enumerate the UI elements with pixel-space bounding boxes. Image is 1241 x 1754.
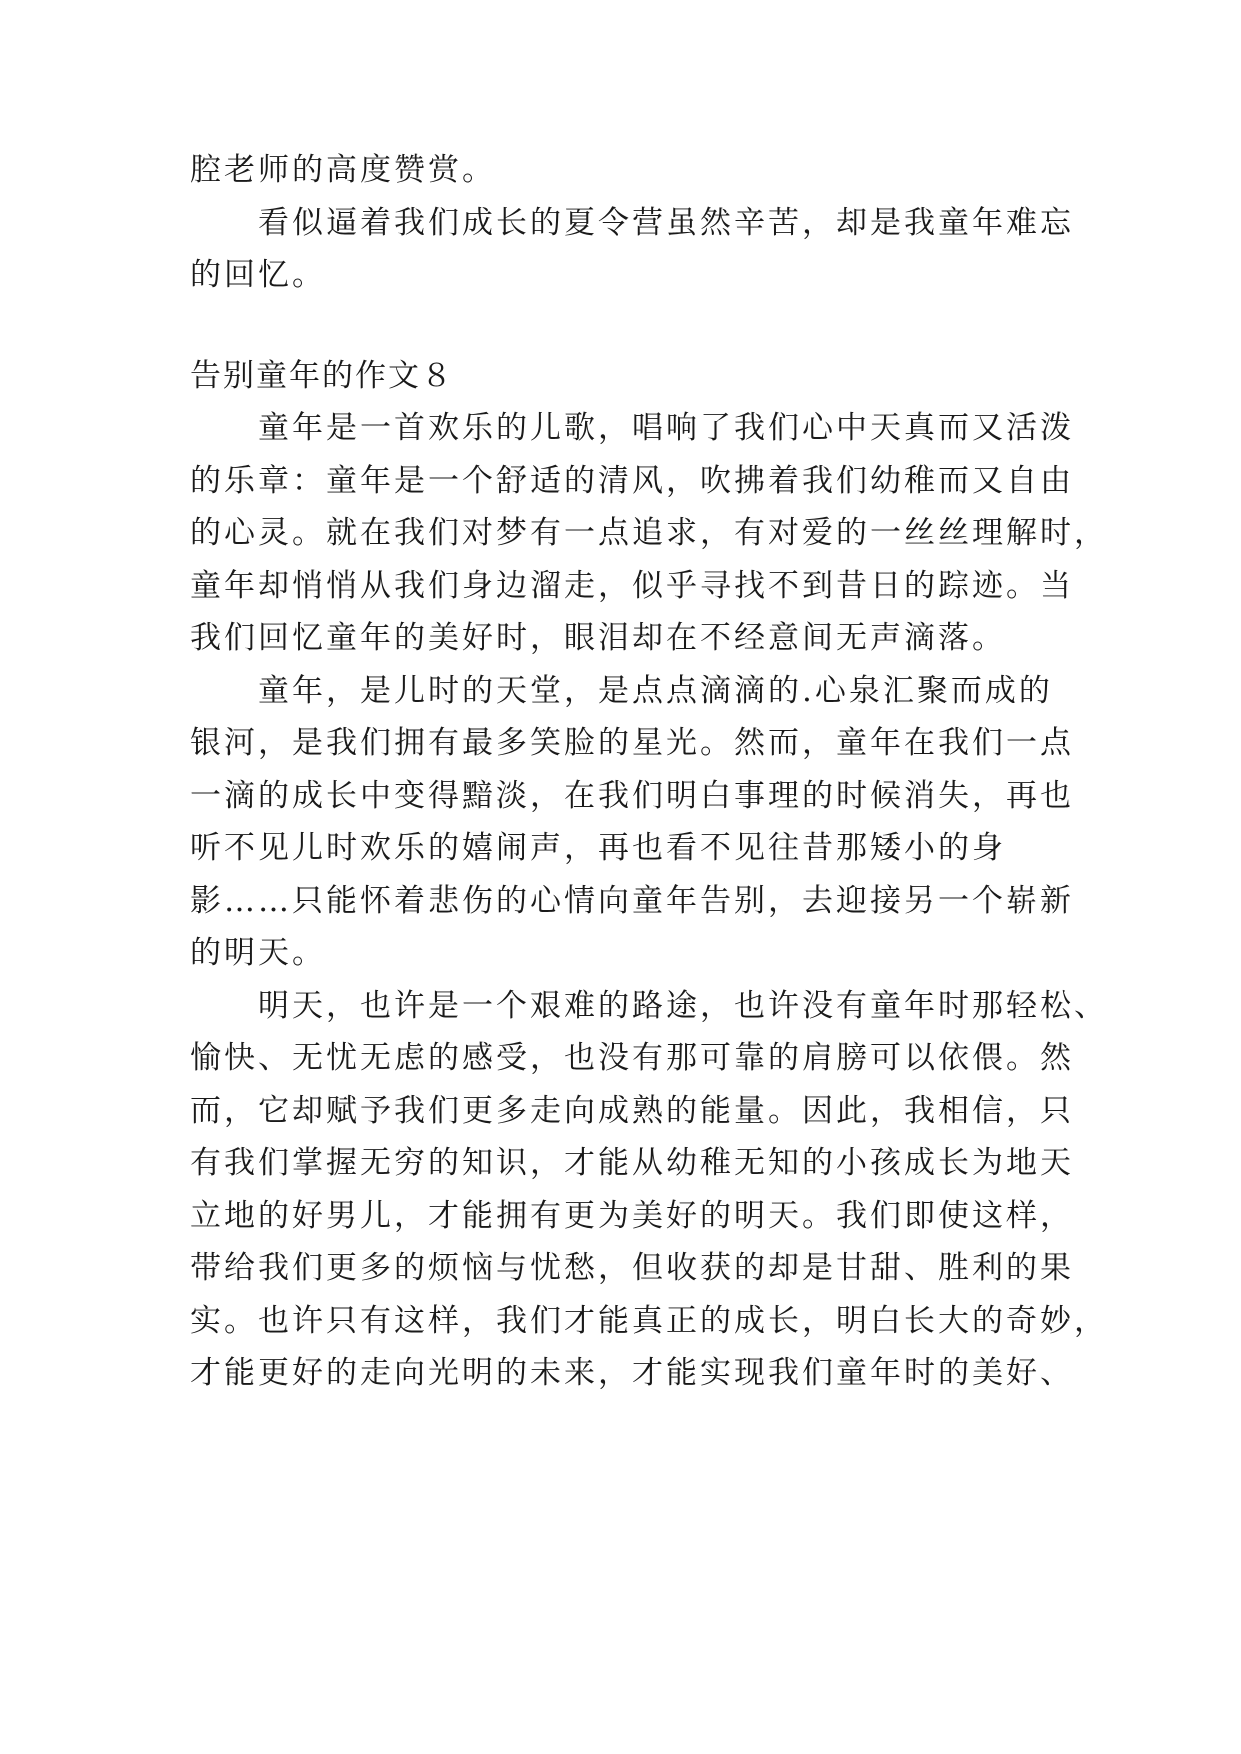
paragraph-line: 童年是一首欢乐的儿歌，唱响了我们心中天真而又活泼 [258, 410, 1074, 446]
paragraph-line: 我们回忆童年的美好时，眼泪却在不经意间无声滴落。 [190, 620, 1006, 656]
paragraph-line: 影……只能怀着悲伤的心情向童年告别，去迎接另一个崭新 [190, 883, 1074, 919]
section-heading: 告别童年的作文８ [190, 358, 454, 394]
paragraph-line: 明天，也许是一个艰难的路途，也许没有童年时那轻松、 [258, 988, 1108, 1024]
paragraph-line: 立地的好男儿，才能拥有更为美好的明天。我们即使这样， [190, 1198, 1074, 1234]
paragraph-line: 带给我们更多的烦恼与忧愁，但收获的却是甘甜、胜利的果 [190, 1250, 1074, 1286]
paragraph-line: 银河，是我们拥有最多笑脸的星光。然而，童年在我们一点 [190, 725, 1074, 761]
paragraph-line: 一滴的成长中变得黯淡，在我们明白事理的时候消失，再也 [190, 778, 1074, 814]
paragraph-line: 愉快、无忧无虑的感受，也没有那可靠的肩膀可以依偎。然 [190, 1040, 1074, 1076]
paragraph-line: 的心灵。就在我们对梦有一点追求，有对爱的一丝丝理解时， [190, 515, 1108, 551]
paragraph-line: 而，它却赋予我们更多走向成熟的能量。因此，我相信，只 [190, 1093, 1074, 1129]
paragraph-line: 实。也许只有这样，我们才能真正的成长，明白长大的奇妙， [190, 1303, 1108, 1339]
paragraph-line: 才能更好的走向光明的未来，才能实现我们童年时的美好、 [190, 1355, 1074, 1391]
paragraph-line: 童年却悄悄从我们身边溜走，似乎寻找不到昔日的踪迹。当 [190, 568, 1074, 604]
paragraph-line: 听不见儿时欢乐的嬉闹声，再也看不见往昔那矮小的身 [190, 830, 1006, 866]
paragraph-line: 的回忆。 [190, 257, 326, 293]
paragraph-line: 看似逼着我们成长的夏令营虽然辛苦，却是我童年难忘 [258, 205, 1074, 241]
paragraph-line: 的乐章：童年是一个舒适的清风，吹拂着我们幼稚而又自由 [190, 463, 1074, 499]
paragraph-line: 童年，是儿时的天堂，是点点滴滴的.心泉汇聚而成的 [258, 673, 1053, 709]
paragraph-line: 有我们掌握无穷的知识，才能从幼稚无知的小孩成长为地天 [190, 1145, 1074, 1181]
paragraph-line: 腔老师的高度赞赏。 [190, 152, 496, 188]
paragraph-line: 的明天。 [190, 935, 326, 971]
